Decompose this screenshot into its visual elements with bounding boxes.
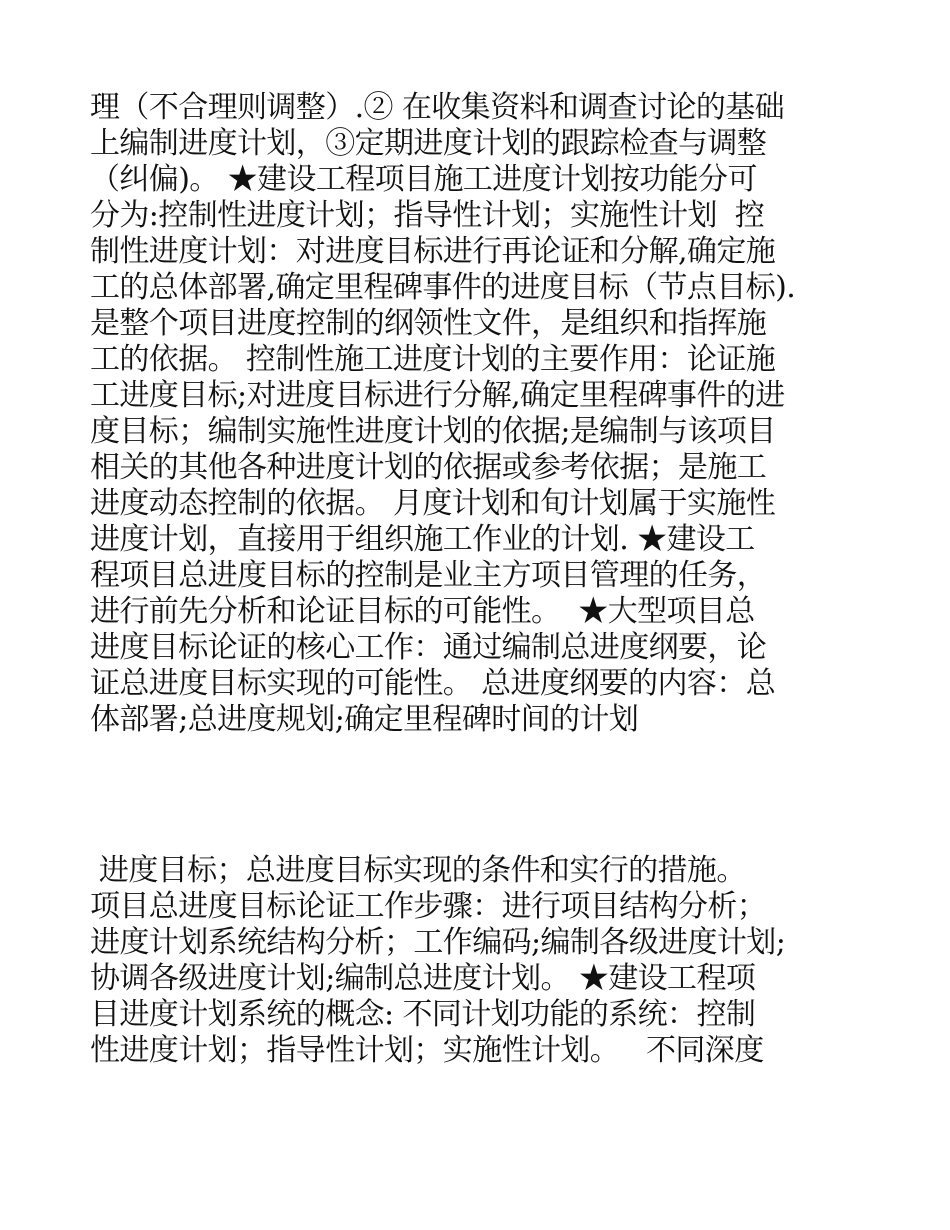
text-line: 目进度计划系统的概念: 不同计划功能的系统：控制 (90, 997, 756, 1032)
text-line: 进行前先分析和论证目标的可能性。 ★大型项目总 (90, 594, 755, 629)
text-line: 度目标；编制实施性进度计划的依据;是编制与该项目 (90, 414, 776, 449)
text-line: 工进度目标;对进度目标进行分解,确定里程碑事件的进 (90, 378, 785, 413)
text-line: 性进度计划；指导性计划；实施性计划。 不同深度 (90, 1033, 764, 1068)
text-line: 项目总进度目标论证工作步骤：进行项目结构分析； (90, 889, 767, 924)
text-line: 工的总体部署,确定里程碑事件的进度目标（节点目标). (90, 270, 796, 305)
text-line: 进度目标；总进度目标实现的条件和实行的措施。 (90, 853, 746, 888)
text-line: 体部署;总进度规划;确定里程碑时间的计划 (90, 702, 639, 737)
paragraph-2 (90, 853, 880, 1069)
text-line: 协调各级进度计划;编制总进度计划。 ★建设工程项 (90, 961, 756, 996)
text-line: 上编制进度计划，③定期进度计划的跟踪检查与调整 (90, 126, 767, 161)
text-line: （纠偏)。 ★建设工程项目施工进度计划按功能分可 (90, 162, 757, 197)
text-line: 工的依据。 控制性施工进度计划的主要作用：论证施 (90, 342, 776, 377)
text-line: 程项目总进度目标的控制是业主方项目管理的任务， (90, 558, 767, 593)
text-line: 进度计划系统结构分析；工作编码;编制各级进度计划; (90, 925, 786, 960)
text-line: 制性进度计划：对进度目标进行再论证和分解,确定施 (90, 234, 776, 269)
text-line: 相关的其他各种进度计划的依据或参考依据；是施工 (90, 450, 767, 485)
text-line: 证总进度目标实现的可能性。 总进度纲要的内容：总 (90, 666, 776, 701)
paragraph-1 (90, 90, 880, 738)
text-line: 是整个项目进度控制的纲领性文件，是组织和指挥施 (90, 306, 767, 341)
text-line: 理（不合理则调整）.② 在收集资料和调查讨论的基础 (90, 90, 785, 125)
text-line: 进度目标论证的核心工作：通过编制总进度纲要，论 (90, 630, 767, 665)
text-line: 进度计划，直接用于组织施工作业的计划. ★建设工 (90, 522, 755, 557)
text-line: 进度动态控制的依据。 月度计划和旬计划属于实施性 (90, 486, 776, 521)
text-line: 分为:控制性进度计划；指导性计划；实施性计划 控 (90, 198, 765, 233)
